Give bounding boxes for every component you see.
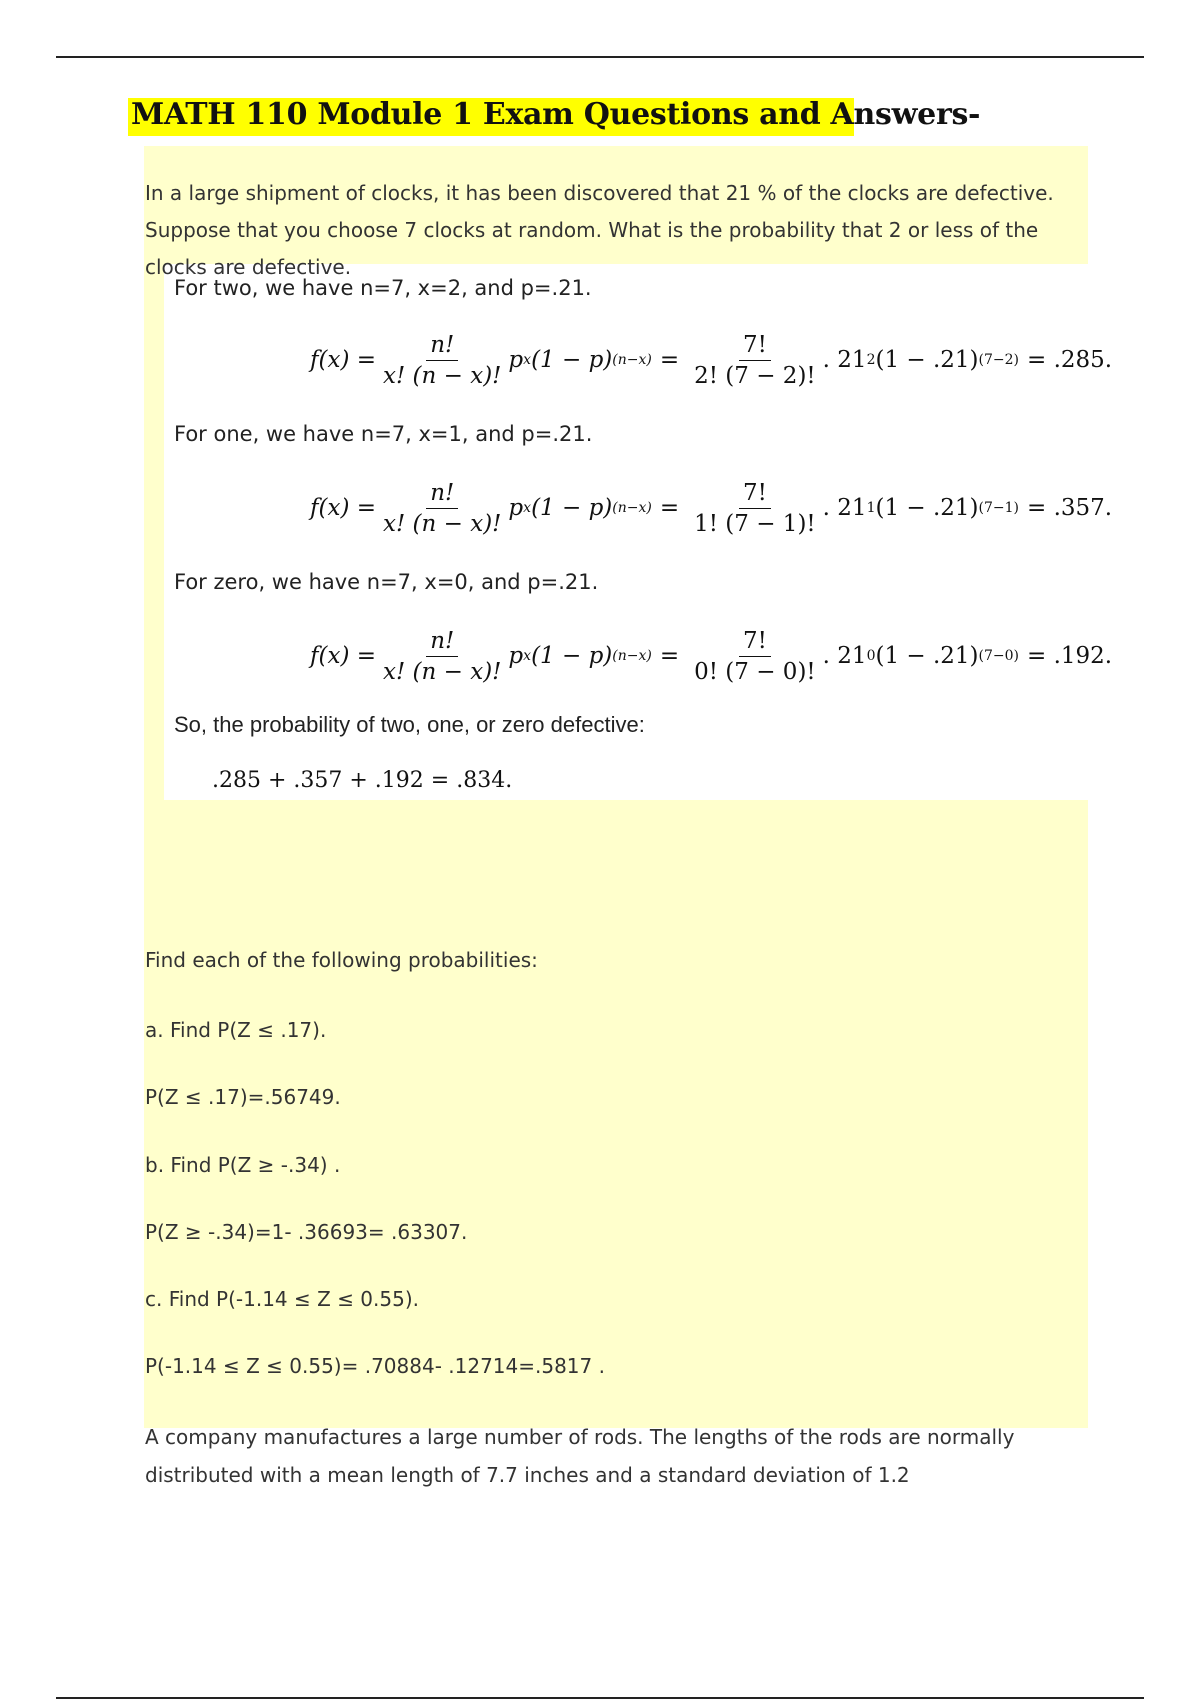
- summary-intro: So, the probability of two, one, or zero defective:: [174, 712, 645, 737]
- question1-prompt: In a large shipment of clocks, it has been discovered that 21 % of the clocks are defective. Suppose that you choose 7 clocks at random. What is the probability that 2 or less of the clocks are defective.: [145, 181, 1054, 279]
- formula-lhs: f(x) =: [310, 347, 377, 373]
- page-title: MATH 110 Module 1 Exam Questions and Answers-: [131, 97, 981, 132]
- bottom-rule: [56, 1697, 1144, 1699]
- top-rule: [56, 56, 1144, 58]
- question2-line-c: c. Find P(-1.14 ≤ Z ≤ 0.55).: [145, 1287, 419, 1311]
- case-zero-formula: f(x) = $\frac{n!}{x! (n - x)!}$ p x (1 − p) (n−x) = $\frac{7!}{0! (7 - 0)!}$ . 21 0 (1 − .21) (7−0) = .192.: [310, 627, 1113, 685]
- question2-prompt: Find each of the following probabilities:: [145, 948, 538, 972]
- question2-line-a: a. Find P(Z ≤ .17).: [145, 1018, 327, 1042]
- question2-answer-c: P(-1.14 ≤ Z ≤ 0.55)= .70884- .12714=.5817 .: [145, 1354, 605, 1378]
- question3-prompt: A company manufactures a large number of rods. The lengths of the rods are normally distributed with a mean length of 7.7 inches and a standard deviation of 1.2: [145, 1425, 1015, 1487]
- question2-line-b: b. Find P(Z ≥ -.34) .: [145, 1153, 341, 1177]
- summary-formula: .285 + .357 + .192 = .834.: [212, 768, 513, 793]
- case-one-intro: For one, we have n=7, x=1, and p=.21.: [174, 422, 593, 446]
- case-two-result: = .285.: [1027, 347, 1113, 373]
- question2-highlight: [144, 800, 1088, 1428]
- specific-fraction: $\frac{7!}{2! (7 - 2)!}$: [694, 331, 816, 389]
- case-one-formula: f(x) = $\frac{n!}{x! (n - x)!}$ p x (1 − p) (n−x) = $\frac{7!}{1! (7 - 1)!}$ . 21 1 (1 − .21) (7−1) = .357.: [310, 479, 1113, 537]
- case-two-formula: f(x) = $\frac{n!}{x! (n - x)!}$ p x (1 − p) (n−x) = $\frac{7!}{2! (7 - 2)!}$ . 21 2 (1 − .21) (7−2) = .285.: [310, 331, 1113, 389]
- case-zero-intro: For zero, we have n=7, x=0, and p=.21.: [174, 570, 599, 594]
- case-one-result: = .357.: [1027, 495, 1113, 521]
- answer-highlight-strip: [144, 264, 164, 800]
- question2-answer-b: P(Z ≥ -.34)=1- .36693= .63307.: [145, 1220, 468, 1244]
- question2-answer-a: P(Z ≤ .17)=.56749.: [145, 1085, 341, 1109]
- general-fraction: $\frac{n!}{x! (n - x)!}$: [383, 331, 502, 389]
- case-zero-result: = .192.: [1027, 643, 1113, 669]
- case-two-intro: For two, we have n=7, x=2, and p=.21.: [174, 276, 592, 300]
